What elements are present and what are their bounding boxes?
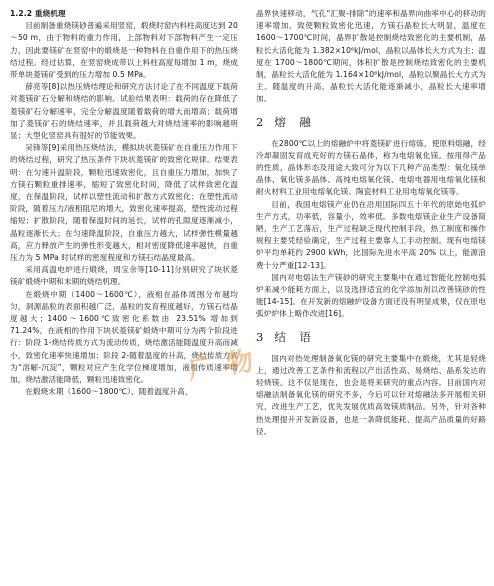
section-heading-3 bbox=[256, 329, 486, 345]
section-number: 2 bbox=[256, 114, 265, 129]
subsection-heading: 1.2.2 重烧机理 bbox=[10, 9, 66, 18]
right-column bbox=[256, 8, 486, 438]
left-column bbox=[10, 8, 238, 399]
paragraph: 薛亮等[8]以热压烧结理论和研究方法讨论了在不同温度下载荷对菱镁矿石分解和烧结的影响。试验结果表明：载荷的存在降低了菱镁矿石分解速率，完全分解温度随着载荷的增大而增高；载荷增加了菱镁矿石的烧结速率，并且载荷越大对烧结速率的影响越明显；大型化竖窑具有很好的节能效果。 bbox=[10, 82, 238, 141]
paragraph: 晶界快速移动，气孔“汇聚-排除”的速率和晶界向曲率中心的移动的速率增加，致使颗粒致密化迅速，方镁石晶粒长大明显，温度在 1600～1700℃时间，晶界扩散是控制烧结致密化的主要机制，晶粒长大活化能为 1.382×10⁶kJ/mol，晶粒以晶体长大方式为主；温度在 1700～1800℃期间，体积扩散是控制烧结致密化的主要机制，晶粒长大活化能为 1.164×10⁶kJ/mol，晶粒以聚晶长大方式为主。随温度的升高，晶粒长大活化能逐渐减小，晶粒长大速率增加。 bbox=[256, 9, 486, 104]
paragraph: 国内对电熔法生产镁砂的研究主要集中在通过智能化控制电弧炉来减少能耗方面上，以及选择适宜的化学添加剂以改善镁砂的性能[14-15]。在开发新的熔融炉设备方面还没有明显成果，仅在原电弧炉炉体上略作改进[16]。 bbox=[256, 272, 486, 319]
paragraph: 目前制备重烧镁砂普遍采用竖窑，煅烧时窑内料柱高度达到 20～50 m，由于物料的重力作用，上部物料对下部物料产生一定压力，因此要镁矿在竖窑中的煅烧是一种物料在自重作用下的热压烧结过程。经过估算，在竖窑烧成带以上料柱高度每增加 1 m，烧成带单块菱镁矿受到的压力增加 0.5 MPa。 bbox=[10, 21, 238, 80]
section-title: 结 语 bbox=[274, 329, 312, 344]
section-title: 熔 融 bbox=[274, 114, 312, 129]
paragraph: 在2800℃以上的熔融炉中将菱镁矿进行熔炼，使原料熔融，经冷却凝固发育成充好的方镁石晶体，称为电熔氧化镁。按用得产品的性质，晶体形态及用途大致可分为以下几种产品类型：氧化镁单晶体、氧化镁多晶体、高纯电熔氧化镁、电熔电器用电熔氧化镁和耐火材料工业用电熔氧化镁、陶瓷材料工业用电熔氧化镁等。 bbox=[256, 138, 486, 197]
paragraph: 国内对热处理制备氧化镁的研究主要集中在煅烧，尤其是轻烧上，通过改善工艺条件和流程以产出活性高、易烧结、晶系发达的轻烧镁。这不仅是现在，也会是将来研究的重点内容。目前国内对熔融法制备氧化镁的研究不多，今后可以针对熔融法多开展相关研究，改进生产工艺，优先发展优质高效镁质制品。另外，针对各种热处理提升开发新设备，也是一条降低能耗、提高产品质量的好路径。 bbox=[256, 353, 486, 436]
section-number: 3 bbox=[256, 329, 265, 344]
section-heading-2 bbox=[256, 114, 486, 130]
paragraph: 在煅烧末期（1600～1800℃），随着温度升高， bbox=[25, 387, 193, 397]
paragraph: 目前，我国电熔镁产业仍在沿用国际四五十年代的原始电弧炉生产方式，功率低，容量小，效率低。多数电熔镁企业生产设备简陋，生产工艺落后，生产过程缺乏现代控制手段，热工制度和操作规程主要凭经验确定，生产过程主要靠人工手动控制。现有电熔镁炉平均单耗约 2900 kWh，比国际先进水平高 20% 以上，能源浪费十分严重[12-13]。 bbox=[256, 199, 486, 270]
paragraph: 采用高温电炉进行煅烧，周宝余等[10-11]分别研究了块状菱镁矿煅烧中期和末期的烧结机理。 bbox=[10, 265, 238, 287]
paragraph: 在煅烧中期（1400～1600℃），液相在晶体周围分布越均匀，洞源晶粒的表面积越广泛，晶粒的发育程度越好，方镁石结晶度越大；1400～1600℃致密化系数由 23.51% 增加到 71.24%，在液相的作用下块状菱镁矿煅烧中期可分为两个阶段进行：阶段 1-烧结传质方式为流动传质，烧结激活能随温度升高而减小，致密化速率快速增加；阶段 2-随着温度的升高，烧结传质方式为“溶解-沉淀”，颗粒对应产生化学位梯度增加，液相传质速率增加，烧结激活能降低，颗粒迅速致密化。 bbox=[10, 289, 238, 385]
watermark: 广 物 bbox=[186, 346, 258, 386]
paragraph: 吴锋等[9]采用热压烧结法，模拟块状菱镁矿在自重压力作用下的烧结过程，研究了热压条件下块状菱镁矿的致密化规律。结果表明：在匀速升温阶段，颗粒迅速致密化，且自重压力增加，加快了方镁石颗粒重排速率，缩短了致密化时间，降低了试样致密化温度，在保温阶段，试样以塑性流动和扩散方式致密化；在塑性流动阶段，随着压力/液相阻尼的增大，致密化速率提高，塑性流动过程缩短；扩散阶段，随着保温时间的延长，试样的孔隙度逐渐减小，晶粒逐渐长大；在匀速降温阶段，自重压力越大，试样弹性模量越高，应力释放产生的弹性形变越大，相对密度降低速率越快，自重压力为 5 MPa 时试样的密度程度和方镁石结晶度最高。 bbox=[10, 143, 238, 263]
